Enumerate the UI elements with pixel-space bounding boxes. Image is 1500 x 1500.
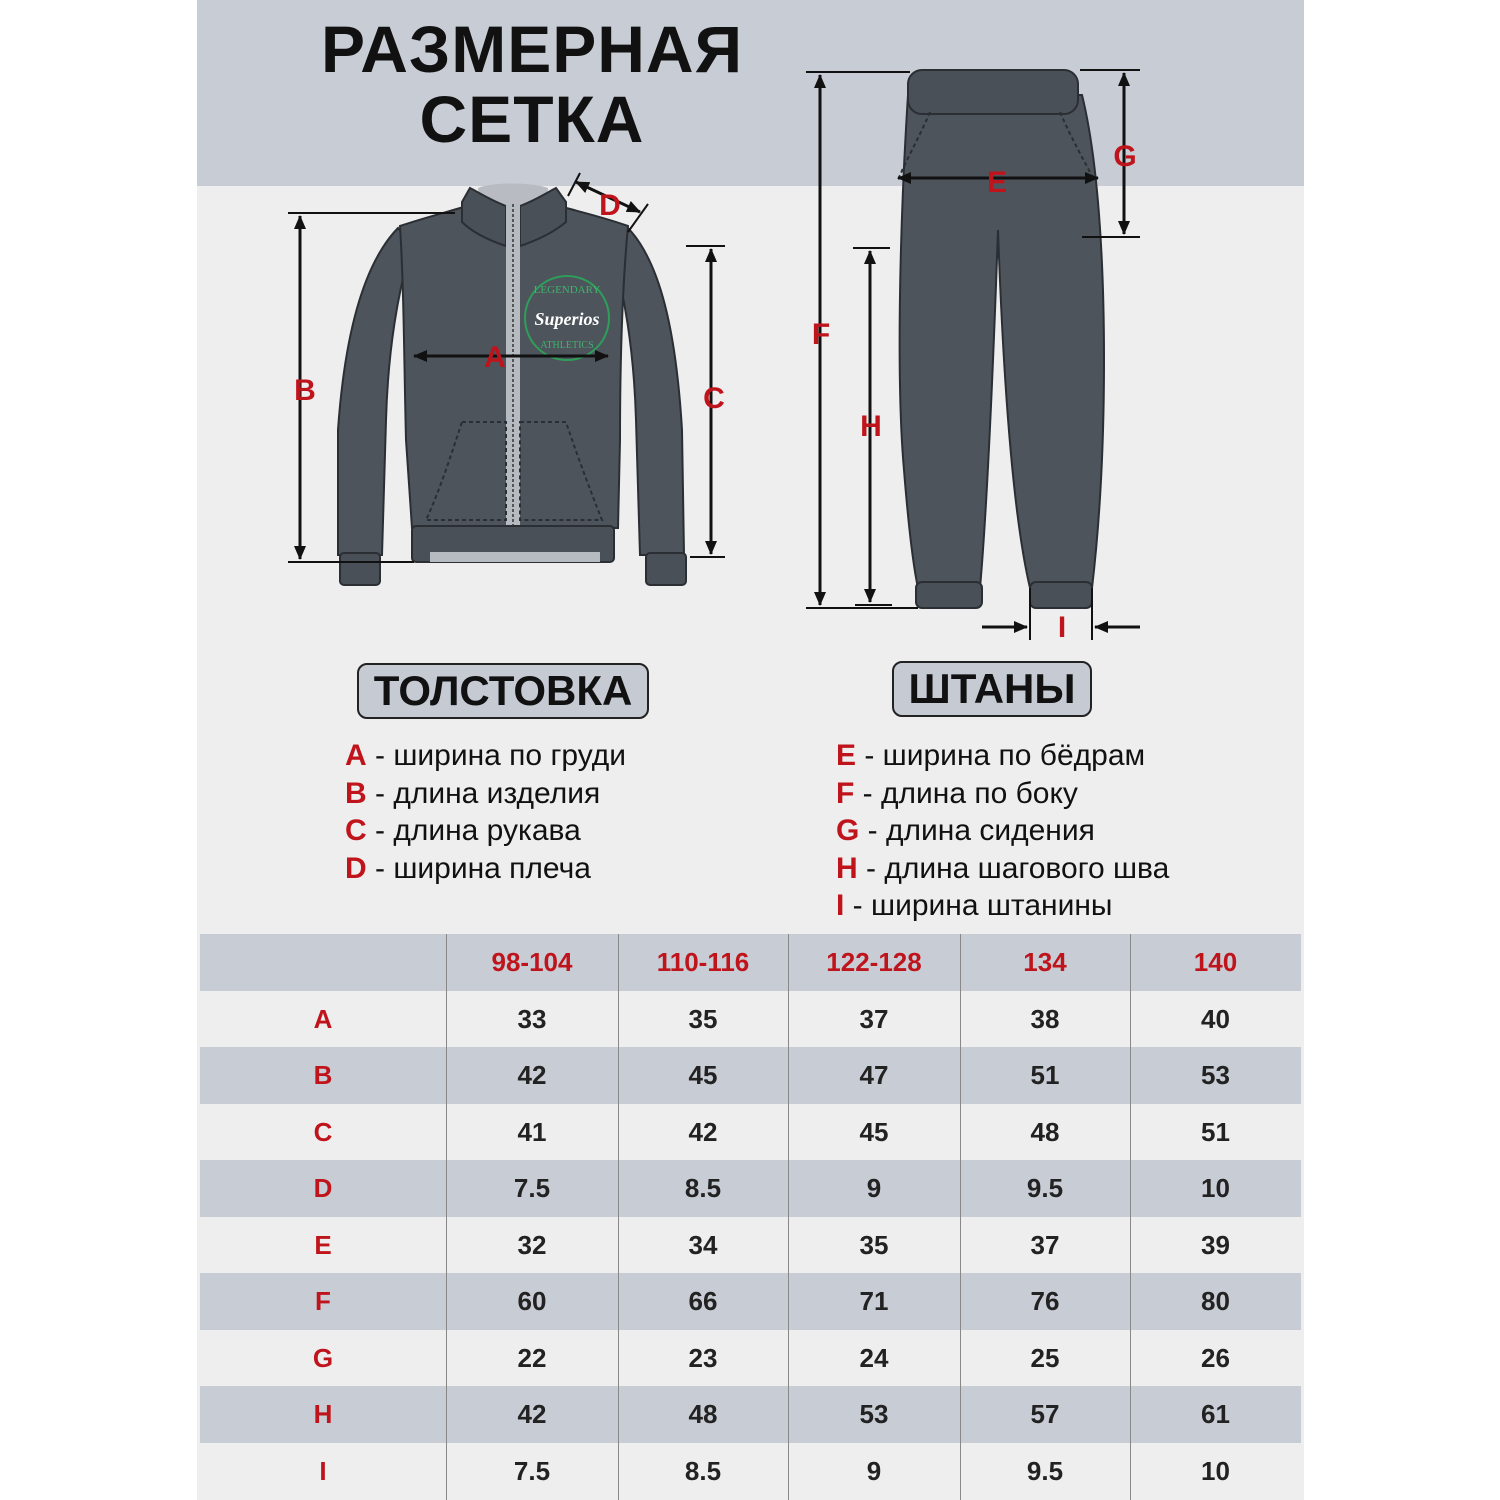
row-label-cell: A bbox=[313, 1003, 333, 1034]
table-cell: 33 bbox=[517, 1003, 547, 1034]
table-cell: 24 bbox=[859, 1342, 889, 1373]
table-header-cell bbox=[200, 934, 446, 991]
table-row bbox=[200, 1273, 1301, 1330]
table-cell: 40 bbox=[1201, 1003, 1230, 1034]
table-row bbox=[200, 1217, 1301, 1274]
table-cell: 42 bbox=[517, 1060, 547, 1090]
table-cell: 76 bbox=[1030, 1286, 1060, 1316]
table-column-divider bbox=[618, 934, 619, 1500]
table-cell: 37 bbox=[1030, 1229, 1060, 1260]
pants-section-title: ШТАНЫ bbox=[892, 661, 1092, 717]
table-column-divider bbox=[446, 934, 447, 1500]
table-cell: 45 bbox=[859, 1116, 889, 1147]
table-cell: 22 bbox=[517, 1342, 547, 1373]
logo-text-brand: Superios bbox=[534, 309, 600, 329]
row-label-cell: G bbox=[312, 1342, 334, 1373]
jacket-illustration bbox=[338, 184, 686, 586]
table-cell: 80 bbox=[1201, 1286, 1230, 1316]
table-cell: 41 bbox=[517, 1116, 547, 1147]
dim-label-g: G bbox=[1113, 140, 1137, 173]
table-cell: 9.5 bbox=[1026, 1173, 1064, 1203]
table-column-divider bbox=[1130, 934, 1131, 1500]
table-header-cell: 122-128 bbox=[826, 947, 922, 977]
logo-text-bottom: ATHLETICS bbox=[540, 340, 594, 351]
table-cell: 10 bbox=[1201, 1173, 1230, 1203]
table-row bbox=[200, 1330, 1301, 1387]
table-row bbox=[200, 1047, 1301, 1104]
dim-label-i: I bbox=[1057, 611, 1067, 644]
dim-label-h: H bbox=[860, 410, 882, 443]
legend-item: A - ширина по груди bbox=[345, 739, 627, 772]
table-row bbox=[200, 1443, 1301, 1500]
table-cell: 53 bbox=[1201, 1060, 1230, 1090]
row-label-cell: C bbox=[313, 1116, 333, 1147]
table-cell: 61 bbox=[1201, 1399, 1230, 1429]
legend-item: H - длина шагового шва bbox=[836, 851, 1170, 885]
table-cell: 45 bbox=[688, 1060, 718, 1090]
table-column-divider bbox=[788, 934, 789, 1500]
table-cell: 48 bbox=[688, 1399, 718, 1429]
table-cell: 39 bbox=[1201, 1229, 1230, 1260]
table-cell: 38 bbox=[1030, 1003, 1060, 1034]
dim-label-a: A bbox=[484, 341, 506, 374]
table-cell: 37 bbox=[859, 1003, 889, 1034]
legend-item: C - длина рукава bbox=[345, 814, 581, 847]
row-label-cell: D bbox=[313, 1173, 333, 1203]
table-cell: 51 bbox=[1030, 1060, 1060, 1090]
table-cell: 23 bbox=[688, 1342, 718, 1373]
table-cell: 42 bbox=[517, 1399, 547, 1429]
table-cell: 51 bbox=[1201, 1116, 1230, 1147]
legend-item: E - ширина по бёдрам bbox=[836, 739, 1146, 772]
table-row bbox=[200, 991, 1301, 1048]
dim-label-e: E bbox=[986, 166, 1008, 199]
table-cell: 9 bbox=[866, 1173, 882, 1203]
table-header-cell: 140 bbox=[1193, 947, 1238, 977]
table-cell: 35 bbox=[688, 1003, 718, 1034]
pants-illustration bbox=[898, 70, 1104, 608]
legend-item: I - ширина штанины bbox=[836, 889, 1113, 922]
table-header-cell: 134 bbox=[1023, 947, 1067, 977]
legend-item: B - длина изделия bbox=[345, 776, 601, 810]
table-column-divider bbox=[960, 934, 961, 1500]
table-cell: 47 bbox=[859, 1060, 889, 1090]
table-cell: 7.5 bbox=[513, 1173, 551, 1203]
dim-label-f: F bbox=[811, 318, 831, 351]
dim-label-d: D bbox=[599, 189, 621, 222]
row-label-cell: I bbox=[319, 1455, 327, 1486]
table-cell: 53 bbox=[859, 1399, 889, 1429]
table-cell: 32 bbox=[517, 1229, 547, 1260]
table-cell: 26 bbox=[1201, 1342, 1230, 1373]
table-cell: 48 bbox=[1030, 1116, 1060, 1147]
logo-text-top: LEGENDARY bbox=[533, 284, 601, 296]
table-row bbox=[200, 1160, 1301, 1217]
legend-item: D - ширина плеча bbox=[345, 851, 591, 885]
table-cell: 8.5 bbox=[684, 1173, 722, 1203]
table-cell: 25 bbox=[1030, 1342, 1060, 1373]
row-label-cell: F bbox=[315, 1286, 331, 1316]
table-cell: 66 bbox=[688, 1286, 718, 1316]
table-header-cell: 110-116 bbox=[656, 947, 750, 977]
table-cell: 35 bbox=[859, 1229, 889, 1260]
legend-item: F - длина по боку bbox=[836, 776, 1078, 810]
table-cell: 60 bbox=[517, 1286, 547, 1316]
table-row bbox=[200, 1386, 1301, 1443]
brand-logo bbox=[525, 276, 609, 360]
row-label-cell: E bbox=[314, 1229, 332, 1260]
row-label-cell: B bbox=[313, 1060, 333, 1090]
jacket-section-title: ТОЛСТОВКА bbox=[357, 663, 649, 719]
pants-legend bbox=[836, 737, 1169, 925]
dim-label-b: B bbox=[294, 374, 316, 407]
table-cell: 42 bbox=[688, 1116, 718, 1147]
table-cell: 7.5 bbox=[513, 1455, 551, 1486]
table-header-cell: 98-104 bbox=[491, 947, 573, 977]
table-header-row bbox=[200, 934, 1301, 991]
title-line-2: СЕТКА bbox=[419, 82, 645, 156]
table-row bbox=[200, 1104, 1301, 1161]
table-cell: 34 bbox=[688, 1229, 718, 1260]
table-cell: 10 bbox=[1201, 1455, 1230, 1486]
table-cell: 57 bbox=[1030, 1399, 1060, 1429]
table-cell: 71 bbox=[859, 1286, 889, 1316]
title-line-1: РАЗМЕРНАЯ bbox=[320, 12, 743, 86]
table-cell: 8.5 bbox=[684, 1455, 722, 1486]
table-cell: 9 bbox=[866, 1455, 882, 1486]
legend-item: G - длина сидения bbox=[836, 814, 1095, 847]
row-label-cell: H bbox=[313, 1399, 333, 1429]
table-cell: 9.5 bbox=[1026, 1455, 1064, 1486]
dim-label-c: C bbox=[703, 382, 725, 415]
jacket-legend bbox=[345, 737, 626, 887]
